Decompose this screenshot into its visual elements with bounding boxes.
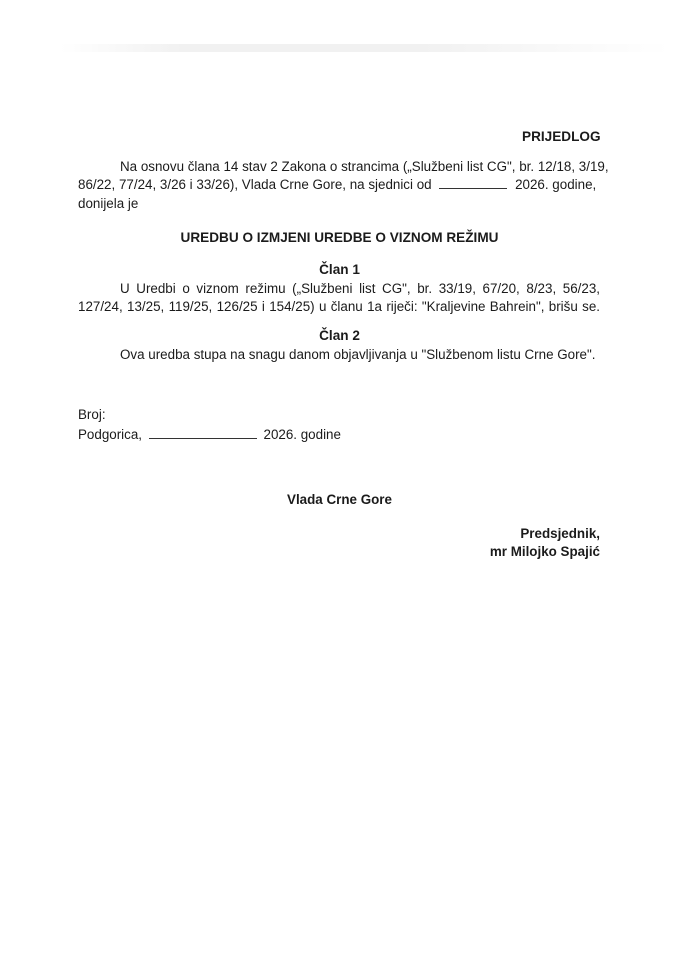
article-1-line-1: U Uredbi o viznom režimu („Službeni list CG", br. 33/19, 67/20, 8/23, 56/23, (120, 281, 600, 296)
preamble-line-3: donijela je (78, 196, 139, 211)
footer-date: 2026. godine (263, 427, 341, 442)
preamble-line-2-text: 86/22, 77/24, 3/26 i 33/26), Vlada Crne Gore, na sjednici od (78, 177, 432, 192)
reference-number-label: Broj: (78, 407, 106, 422)
date-blank-footer (149, 428, 257, 439)
article-2-heading: Član 2 (319, 328, 360, 343)
signature-role: Predsjednik, (520, 526, 600, 541)
place-date-line (78, 427, 341, 442)
scan-artifact (60, 44, 670, 52)
article-1-line-2: 127/24, 13/25, 119/25, 126/25 i 154/25) u članu 1a riječi: "Kraljevine Bahrein", brišu se. (78, 299, 600, 314)
signature-name: mr Milojko Spajić (489, 544, 600, 559)
document-status-label: PRIJEDLOG (522, 129, 601, 144)
preamble-line-1: Na osnovu člana 14 stav 2 Zakona o strancima („Službeni list CG", br. 12/18, 3/19, (120, 159, 609, 174)
date-blank (439, 178, 507, 189)
place: Podgorica, (78, 427, 143, 442)
issuer: Vlada Crne Gore (287, 492, 392, 507)
preamble-line-2-end: 2026. godine, (515, 177, 597, 192)
document-title: UREDBU O IZMJENI UREDBE O VIZNOM REŽIMU (180, 230, 499, 245)
article-1-heading: Član 1 (319, 262, 360, 277)
article-2-line-1: Ova uredba stupa na snagu danom objavljivanja u "Službenom listu Crne Gore". (120, 347, 596, 362)
preamble-line-2 (78, 177, 600, 192)
